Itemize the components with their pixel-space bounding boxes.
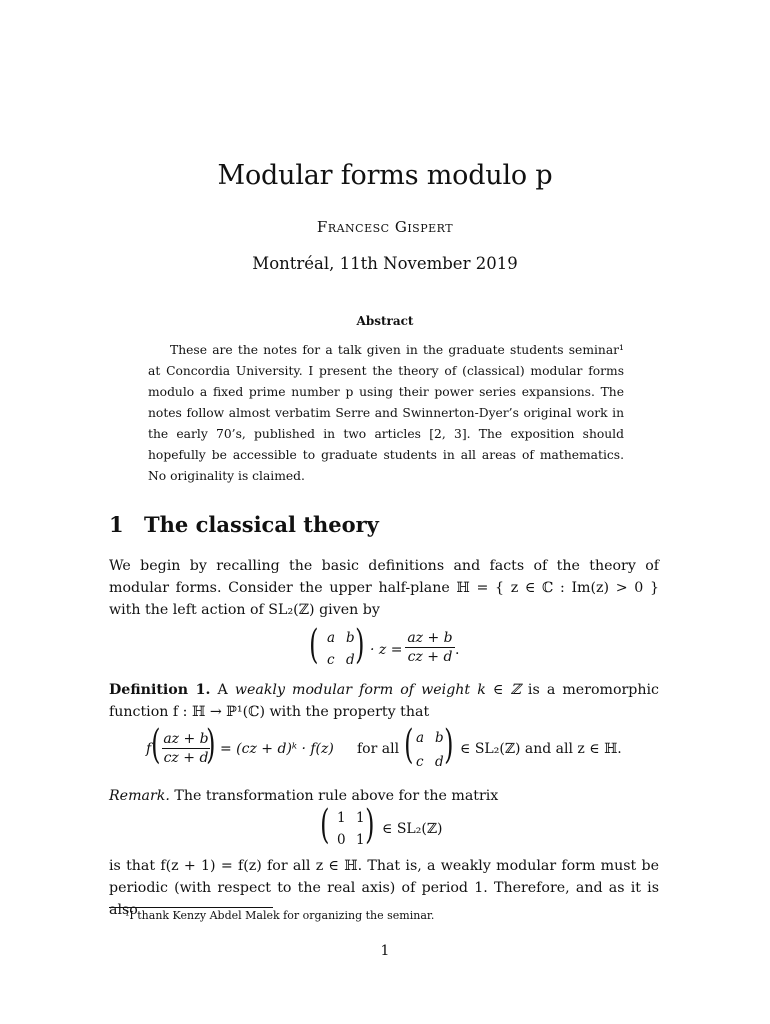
- eq2-matrix-d: d: [435, 754, 444, 770]
- eq2-fraction: [162, 731, 210, 766]
- paper-title: Modular forms modulo p: [217, 160, 553, 191]
- eq2-denominator: cz + d: [163, 750, 209, 766]
- eq2-numerator: az + b: [163, 731, 209, 747]
- definition-italic: weakly modular form of weight k ∈ ℤ: [234, 682, 521, 698]
- page-number: 1: [380, 943, 390, 959]
- definition-label: Definition 1.: [109, 682, 211, 698]
- eq2-matrix-b: b: [435, 730, 444, 746]
- matrix-b: b: [346, 630, 355, 646]
- abstract-text: These are the notes for a talk given in the graduate students seminar¹ at Concordia University. I present the theory of (classical) modular forms modulo a fixed prime number p using their power series expansions. The notes follow almost verbatim Serre and Swinnerton-Dyer’s original work in the early 70’s, published in two articles [2, 3]. The exposition should hopefully be accessible to graduate students in all areas of mathematics. No originality is claimed.: [148, 343, 624, 483]
- eq3-matrix-a: 1: [337, 810, 346, 826]
- matrix-c: c: [327, 652, 335, 668]
- paragraph-intro: We begin by recalling the basic definitions and facts of the theory of modular forms. Consider the upper half-plane ℍ = { z ∈ ℂ : Im(z) > 0 } with the left action of SL₂(ℤ) given by: [109, 558, 659, 618]
- eq2-rhs: = (cz + d)ᵏ · f(z): [220, 741, 334, 757]
- paragraph-periodicity: is that f(z + 1) = f(z) for all z ∈ ℍ. That is, a weakly modular form must be periodic (with respect to the real axis) of period 1. Therefore, and as it is also: [109, 858, 659, 918]
- author-name: Francesc Gispert: [316, 218, 454, 236]
- eq2-matrix-a: a: [416, 730, 425, 746]
- remark-text: The transformation rule above for the matrix: [169, 788, 499, 804]
- equation-period: .: [455, 642, 460, 658]
- paper-page: Modular forms modulo p Francesc Gispert Montréal, 11th November 2019 Abstract These are the notes for a talk given in the graduate students seminar¹ at Concordia University. I present the theory of (classical) modular forms modulo a fixed prime number p using their power series expansions. The notes follow almost verbatim Serre and Swinnerton-Dyer’s original work in the early 70’s, published in two articles [2, 3]. The exposition should hopefully be accessible to graduate students in all areas of mathematics. No originality is claimed. 1 The classical theory We begin by recalling the basic definitions and facts of the theory of modular forms. Consider the upper half-plane ℍ = { z ∈ ℂ : Im(z) > 0 } with the left action of SL₂(ℤ) given by ( a b c d ) · z = az + b cz + d . Definition 1. A weakly modular form of weight k ∈ ℤ is a meromorphic function f : ℍ → ℙ¹(ℂ) with the property that f ( az + b cz + d ) = (cz + d)ᵏ · f(z) for all ( a b c d ) ∈ SL₂(ℤ) and all z ∈ ℍ. Remark. The transformation rule above for the matrix ( 1 1 0 1 ) ∈ SL₂(ℤ) is that f(z + 1) = f(z) for all z ∈ ℍ. That is, a weakly modular form must be periodic (with respect to the real axis) of period 1. Therefore, and as it is also ¹I thank Kenzy Abdel Malek for organizing the seminar. 1: [0, 0, 770, 1024]
- eq2-matrix-c: c: [416, 754, 424, 770]
- equation-mid: · z =: [370, 642, 403, 658]
- definition-text-a: A: [210, 682, 235, 698]
- footnote: ¹I thank Kenzy Abdel Malek for organizing the seminar.: [125, 909, 435, 922]
- remark-label: Remark.: [109, 788, 170, 804]
- section-heading: [109, 512, 379, 537]
- fraction-numerator: az + b: [407, 630, 453, 646]
- definition-text-b: is a meromorphic function f : ℍ → ℙ¹(ℂ) with the property that: [109, 682, 660, 720]
- eq2-f: f: [146, 741, 152, 757]
- fraction-moebius: [405, 630, 455, 665]
- section-title: The classical theory: [144, 512, 379, 537]
- date-line: Montréal, 11th November 2019: [252, 254, 518, 273]
- eq2-membership: ∈ SL₂(ℤ) and all z ∈ ℍ.: [460, 741, 622, 757]
- eq3-matrix-c: 0: [337, 832, 346, 848]
- matrix-d: d: [346, 652, 355, 668]
- remark: [109, 785, 659, 807]
- matrix-a: a: [327, 630, 336, 646]
- eq2-forall: for all: [357, 741, 400, 757]
- footnote-rule: [109, 907, 273, 908]
- definition-1: [109, 679, 659, 723]
- eq3-matrix-d: 1: [356, 832, 365, 848]
- fraction-denominator: cz + d: [407, 649, 453, 665]
- abstract-heading: Abstract: [356, 314, 414, 328]
- eq3-membership: ∈ SL₂(ℤ): [382, 821, 443, 837]
- section-number: 1: [109, 512, 124, 537]
- eq3-matrix-b: 1: [356, 810, 365, 826]
